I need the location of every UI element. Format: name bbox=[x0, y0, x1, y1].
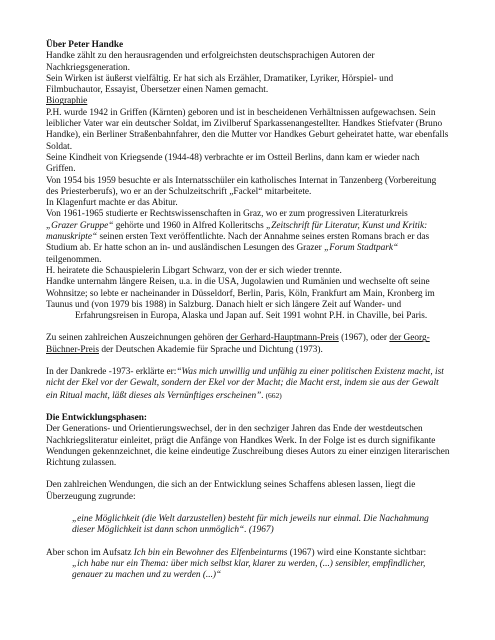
bio-paragraph-5: Von 1961-1965 studierte er Rechtswissenschaften in Graz, wo er zum progressiven Literaturkreis „Grazer Gruppe“ gehörte und 1960 in Alfred Kolleritschs „Zeitschrift für Literatur, Kunst und Kritik: manuskripte“ seinen ersten Text veröffentlichte. Nach der Annahme seines ersten Romans brach er das Studium ab. Er hatte schon an in- und ausländischen Lesungen des Grazer „Forum Stadtpark“ teilgenommen. bbox=[46, 209, 430, 265]
quote-2: „ich habe nur ein Thema: über mich selbst klar, klarer zu werden, (...) sensibler, empfindlicher, genauer zu machen und zu werden (...)“ bbox=[72, 558, 426, 581]
phases-paragraph-1: Der Generations- und Orientierungswechsel, der in den sechziger Jahren das Ende der westdeutschen Nachkriegsliteratur einleitet, prägt die Anfänge von Handkes Werk. In der Folge ist es durch signifikante Wendungen gekennzeichnet, die keine eindeutige Zuschreibung dieses Autors zu einer einzigen literarischen Richtung zulassen. bbox=[46, 424, 450, 469]
spacer bbox=[46, 537, 450, 548]
spacer bbox=[46, 469, 450, 480]
hauptmann-prize-link[interactable]: der Gerhard-Hauptmann-Preis bbox=[225, 333, 339, 344]
bio-paragraph-2: Seine Kindheit von Kriegsende (1944-48) verbrachte er im Ostteil Berlins, dann kam er wieder nach Griffen. bbox=[46, 152, 420, 175]
quote-1: „eine Möglichkeit (die Welt darzustellen) besteht für mich jeweils nur einmal. Die Nachahmung dieser Möglichkeit ist dann schon unmöglich“. (1967) bbox=[72, 513, 429, 536]
buechner-prize-link[interactable]: der Georg-Büchner-Preis bbox=[46, 333, 430, 355]
bio-paragraph-6: H. heiratete die Schauspielerin Libgart Schwarz, von der er sich wieder trennte. bbox=[46, 265, 342, 276]
spacer bbox=[46, 503, 450, 514]
bio-paragraph-7-continued: Erfahrungsreisen in Europa, Alaska und Japan auf. Seit 1991 wohnt P.H. in Chaville, bei Paris. bbox=[75, 311, 428, 322]
awards-paragraph: Zu seinen zahlreichen Auszeichnungen gehören der Gerhard-Hauptmann-Preis (1967), oder der Georg-Büchner-Preis der Deutschen Akademie für Sprache und Dichtung (1973). bbox=[46, 333, 430, 355]
speech-paragraph: In der Dankrede -1973- erklärte er:“Was mich unwillig und unfähig zu einer politischen Existenz macht, ist nicht der Ekel vor der Gewalt, sondern der Ekel vor der Macht; die Macht erst, indem sie aus der Gewalt ein Ritual macht, läßt dieses als Vernünftiges erscheinen”. (662) bbox=[46, 367, 444, 401]
bio-paragraph-1: P.H. wurde 1942 in Griffen (Kärnten) geboren und ist in bescheidenen Verhältnissen aufgewachsen. Sein leiblicher Vater war ein deutscher Soldat, im Zivilberuf Sparkassenangestellter. Handkes Stiefvater (Bruno Handke), ein Berliner Straßenbahnfahrer, den die Mutter vor Handkes Geburt geheiratet hatte, war ebenfalls Soldat. bbox=[46, 107, 449, 152]
document-body bbox=[46, 40, 450, 581]
intro-paragraph-2: Sein Wirken ist äußerst vielfältig. Er hat sich als Erzähler, Dramatiker, Lyriker, Hörspiel- und Filmbuchautor, Essayist, Übersetzer einen Namen gemacht. bbox=[46, 73, 394, 96]
spacer bbox=[46, 322, 450, 333]
phases-paragraph-2: Den zahlreichen Wendungen, die sich an der Entwicklung seines Schaffens ablesen lassen, liegt die Überzeugung zugrunde: bbox=[46, 480, 416, 502]
intro-paragraph-1: Handke zählt zu den herausragenden und erfolgreichsten deutschsprachigen Autoren der Nachkriegsgeneration. bbox=[46, 51, 375, 73]
biography-heading: Biographie bbox=[46, 96, 88, 107]
bio-paragraph-4: In Klagenfurt machte er das Abitur. bbox=[46, 198, 178, 209]
phases-heading: Die Entwicklungsphasen: bbox=[46, 412, 147, 423]
bio-paragraph-7: Handke unternahm längere Reisen, u.a. in die USA, Jugolawien und Rumänien und wechselte oft seine Wohnsitze; so lebte er nacheinander in Düsseldorf, Berlin, Paris, Köln, Frankfurt am Main, Kronberg im Taunus und (von 1979 bis 1988) in Salzburg. Danach hielt er sich längere Zeit auf Wander- und bbox=[46, 277, 435, 310]
doc-title: Über Peter Handke bbox=[46, 40, 124, 50]
spacer bbox=[46, 356, 450, 367]
essay-paragraph: Aber schon im Aufsatz Ich bin ein Bewohner des Elfenbeinturms (1967) wird eine Konstante sichtbar: bbox=[46, 547, 427, 558]
spacer bbox=[46, 402, 450, 413]
bio-paragraph-3: Von 1954 bis 1959 besuchte er als Internatsschüler ein katholisches Internat in Tanzenberg (Vorbereitung des Priesterberufs), wo er an der Schulzeitschrift „Fackel“ mitarbeitete. bbox=[46, 175, 437, 197]
